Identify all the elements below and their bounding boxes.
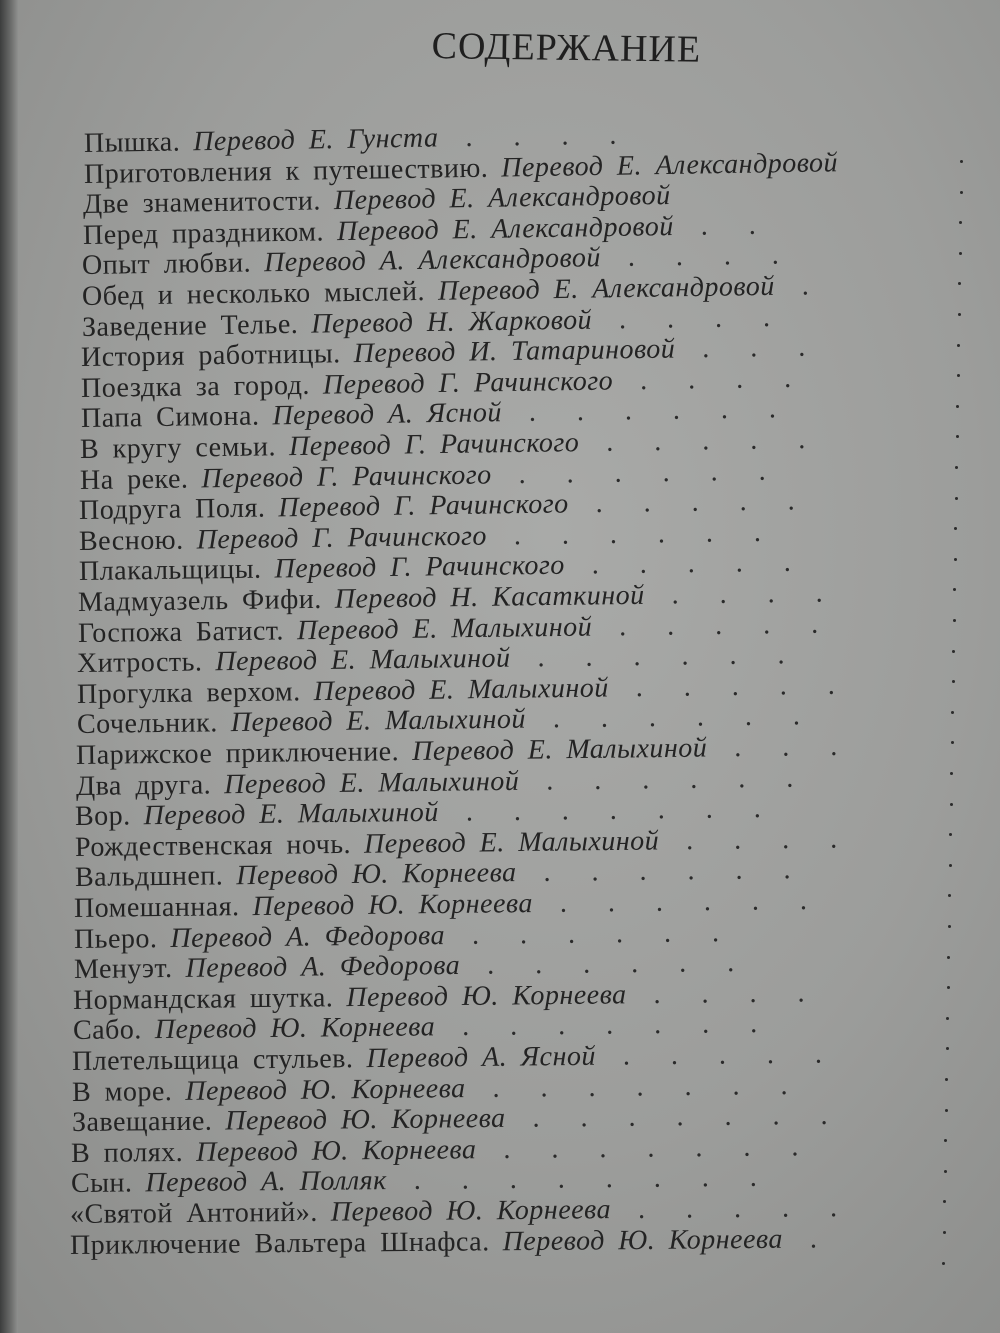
toc-translator: Перевод Ю. Корнеева: [224, 1103, 506, 1137]
toc-dot-leader: . . . . . . .: [434, 1008, 771, 1043]
toc-translator: Перевод Ю. Корнеева: [235, 857, 517, 892]
leader-dot: [957, 344, 960, 347]
toc-work-title: Вор.: [75, 800, 132, 833]
toc-work-title: «Святой Антоний».: [70, 1196, 319, 1230]
leader-dot: [959, 252, 962, 255]
toc-dot-leader: . . . . .: [591, 608, 833, 643]
leader-dot: [948, 925, 951, 928]
toc-dot-leader: . .: [673, 209, 770, 242]
toc-translator: Перевод Е. Александровой: [333, 180, 672, 217]
leader-dot: [948, 894, 951, 897]
toc-translator: Перевод А. Федорова: [184, 950, 460, 985]
toc-translator: Перевод Е. Малыхиной: [363, 825, 660, 860]
toc-translator: Перевод Ю. Корнеева: [331, 1194, 612, 1228]
toc-work-title: Прогулка верхом.: [76, 676, 301, 710]
toc-work-title: Сабо.: [72, 1014, 142, 1047]
toc-work-title: Приготовления к путешествию.: [83, 152, 489, 190]
toc-work-title: Поездка за город.: [80, 369, 311, 404]
toc-translator: Перевод Е. Малыхиной: [296, 611, 593, 646]
leader-dot: [945, 1078, 948, 1081]
toc-dot-leader: . . . . .: [596, 1038, 837, 1072]
leader-dot: [955, 497, 958, 500]
toc-work-title: Две знаменитости.: [82, 185, 322, 221]
toc-dot-leader: . . . . . .: [501, 393, 790, 429]
toc-translator: Перевод Е. Александровой: [500, 146, 838, 184]
toc-dot-leader: .: [782, 1222, 832, 1255]
toc-translator: Перевод А. Александровой: [264, 242, 602, 279]
leader-dot: [956, 405, 959, 408]
leader-dot: [953, 619, 956, 622]
toc-dot-leader: . . .: [707, 730, 852, 764]
toc-dot-leader: . . . .: [626, 977, 819, 1011]
toc-dot-leader: . . . . . .: [532, 884, 822, 920]
toc-translator: Перевод Е. Малыхиной: [215, 642, 512, 678]
toc-work-title: Плетельщица стульев.: [72, 1043, 354, 1077]
leader-dot: [943, 1200, 946, 1203]
toc-work-title: В полях.: [71, 1136, 184, 1169]
toc-work-title: Нормандская шутка.: [72, 982, 334, 1016]
leader-dot: [949, 864, 952, 867]
toc-translator: Перевод Е. Малыхиной: [313, 672, 610, 707]
toc-dot-leader: . . . . . .: [516, 854, 805, 889]
toc-work-title: Пышка.: [83, 126, 181, 159]
toc-work-title: Плакальщицы.: [78, 554, 262, 588]
toc-dot-leader: . . . . . . . .: [386, 1162, 771, 1197]
toc-work-title: Рождественская ночь.: [74, 828, 352, 863]
leader-dot: [951, 741, 954, 744]
toc-dot-leader: . . . . . .: [518, 762, 808, 797]
toc-dot-leader: . . . .: [644, 577, 837, 611]
toc-dot-leader: . . . .: [612, 362, 806, 397]
toc-work-title: Мадмуазель Фифи.: [77, 583, 323, 618]
toc-translator: Перевод Ю. Корнеева: [502, 1223, 784, 1257]
leader-dot: [957, 374, 960, 377]
leader-dot: [950, 803, 953, 806]
leader-dot: [956, 435, 959, 438]
toc-translator: Перевод Е. Малыхиной: [412, 732, 708, 768]
toc-dot-leader: . . . . . .: [486, 516, 775, 552]
toc-translator: Перевод Е. Гунста: [192, 122, 439, 158]
toc-translator: Перевод А. Полляк: [145, 1165, 387, 1199]
toc-work-title: Сын.: [70, 1167, 133, 1200]
toc-work-title: Приключение Вальтера Шнафса.: [69, 1225, 490, 1261]
toc-entry: [70, 1223, 831, 1262]
toc-work-title: Сочельник.: [76, 707, 218, 741]
toc-work-title: Папа Симона.: [80, 400, 260, 435]
toc-translator: Перевод Е. Малыхиной: [223, 765, 520, 800]
toc-translator: Перевод Ю. Корнеева: [185, 1072, 466, 1107]
toc-translator: Перевод А. Федорова: [170, 919, 446, 954]
leader-dot: [944, 1139, 947, 1142]
toc-work-title: Менуэт.: [73, 953, 173, 986]
leader-dot: [954, 558, 957, 561]
toc-translator: Перевод Ю. Корнеева: [154, 1011, 436, 1046]
toc-translator: Перевод Г. Рачинского: [288, 427, 580, 463]
toc-translator: Перевод Н. Жарковой: [310, 304, 592, 340]
leader-dot: [955, 466, 958, 469]
leader-dot: [950, 772, 953, 775]
leader-dot: [958, 282, 961, 285]
toc-work-title: Весною.: [78, 524, 184, 557]
leader-dot: [953, 588, 956, 591]
leader-dot: [952, 650, 955, 653]
toc-translator: Перевод Е. Малыхиной: [230, 703, 526, 739]
toc-translator: Перевод А. Ясной: [271, 397, 502, 432]
toc-work-title: На реке.: [79, 463, 189, 496]
toc-dot-leader: . . . .: [591, 301, 784, 336]
toc-translator: Перевод Ю. Корнеева: [196, 1134, 477, 1168]
toc-work-title: Завещание.: [71, 1105, 213, 1139]
toc-work-title: Госпожа Батист.: [77, 615, 284, 649]
toc-dot-leader: . . . . . .: [525, 700, 814, 735]
leader-dot: [959, 221, 962, 224]
toc-dot-leader: . . . . . . .: [465, 1069, 802, 1104]
page-title: СОДЕРЖАНИЕ: [431, 24, 702, 71]
toc-work-title: История работницы.: [81, 338, 342, 374]
leader-dot: [947, 986, 950, 989]
toc-dot-leader: . . . . . . .: [439, 793, 776, 828]
toc-translator: Перевод А. Ясной: [366, 1040, 597, 1075]
leader-dot: [952, 680, 955, 683]
toc-dot-leader: . . . . . . .: [505, 1099, 842, 1135]
toc-work-title: Пьеро.: [73, 922, 158, 955]
toc-translator: Перевод Ю. Корнеева: [346, 979, 627, 1013]
toc-dot-leader: . . . .: [601, 239, 794, 274]
toc-dot-leader: . . .: [675, 331, 820, 365]
toc-work-title: Хитрость.: [77, 646, 203, 680]
toc-dot-leader: . . . . .: [579, 423, 820, 459]
leader-dot: [954, 527, 957, 530]
toc-work-title: Заведение Телье.: [81, 308, 299, 343]
toc-dot-leader: . . . .: [659, 823, 852, 857]
toc-dot-leader: . . . .: [438, 119, 631, 154]
toc-work-title: Помешанная.: [74, 891, 241, 924]
toc-dot-leader: . . . . .: [611, 1192, 852, 1226]
toc-dot-leader: . . . . . .: [510, 639, 800, 674]
toc-translator: Перевод Г. Рачинского: [200, 458, 492, 494]
toc-dot-leader: .: [774, 270, 823, 302]
leader-dot: [949, 833, 952, 836]
toc-translator: Перевод Н. Касаткиной: [334, 579, 646, 615]
toc-translator: Перевод Ю. Корнеева: [252, 888, 534, 923]
toc-work-title: Подруга Поля.: [79, 492, 266, 527]
toc-dot-leader: . . . . .: [608, 669, 849, 704]
page-number-column: [940, 150, 980, 1210]
toc-dot-leader: . . . . .: [564, 547, 805, 582]
book-spine-shadow: [0, 0, 18, 1333]
leader-dot: [960, 191, 963, 194]
toc-translator: Перевод Е. Александровой: [336, 210, 674, 247]
toc-translator: Перевод Г. Рачинского: [196, 520, 488, 556]
toc-translator: Перевод Г. Рачинского: [322, 365, 614, 401]
leader-dot: [958, 313, 961, 316]
toc-work-title: Опыт любви.: [82, 247, 252, 282]
toc-dot-leader: . . . . .: [568, 485, 810, 520]
toc-work-title: В кругу семьи.: [79, 431, 277, 465]
toc-translator: Перевод Г. Рачинского: [273, 550, 565, 585]
toc-translator: Перевод И. Татариновой: [353, 333, 676, 370]
toc-translator: Перевод Е. Малыхиной: [143, 796, 440, 832]
toc-translator: Перевод Г. Рачинского: [278, 488, 570, 524]
toc-work-title: Парижское приключение.: [76, 736, 400, 771]
toc-work-title: Два друга.: [75, 769, 212, 802]
leader-dot: [945, 1109, 948, 1112]
leader-dot: [947, 956, 950, 959]
leader-dot: [946, 1017, 949, 1020]
leader-dot: [960, 160, 963, 163]
leader-dot: [944, 1170, 947, 1173]
toc-translator: Перевод Е. Александровой: [437, 270, 775, 307]
leader-dot: [942, 1262, 945, 1265]
toc-work-title: В море.: [71, 1075, 173, 1108]
toc-dot-leader: . . . . . .: [444, 916, 734, 951]
toc-dot-leader: . . . . . .: [491, 455, 780, 490]
leader-dot: [943, 1231, 946, 1234]
toc-work-title: Вальдшнеп.: [74, 860, 224, 894]
toc-work-title: Перед праздником.: [82, 216, 325, 251]
toc-work-title: Обед и несколько мыслей.: [81, 275, 426, 312]
toc-dot-leader: . . . . . .: [459, 947, 748, 982]
leader-dot: [951, 711, 954, 714]
leader-dot: [946, 1047, 949, 1050]
toc-dot-leader: . . . . . . .: [476, 1130, 813, 1166]
